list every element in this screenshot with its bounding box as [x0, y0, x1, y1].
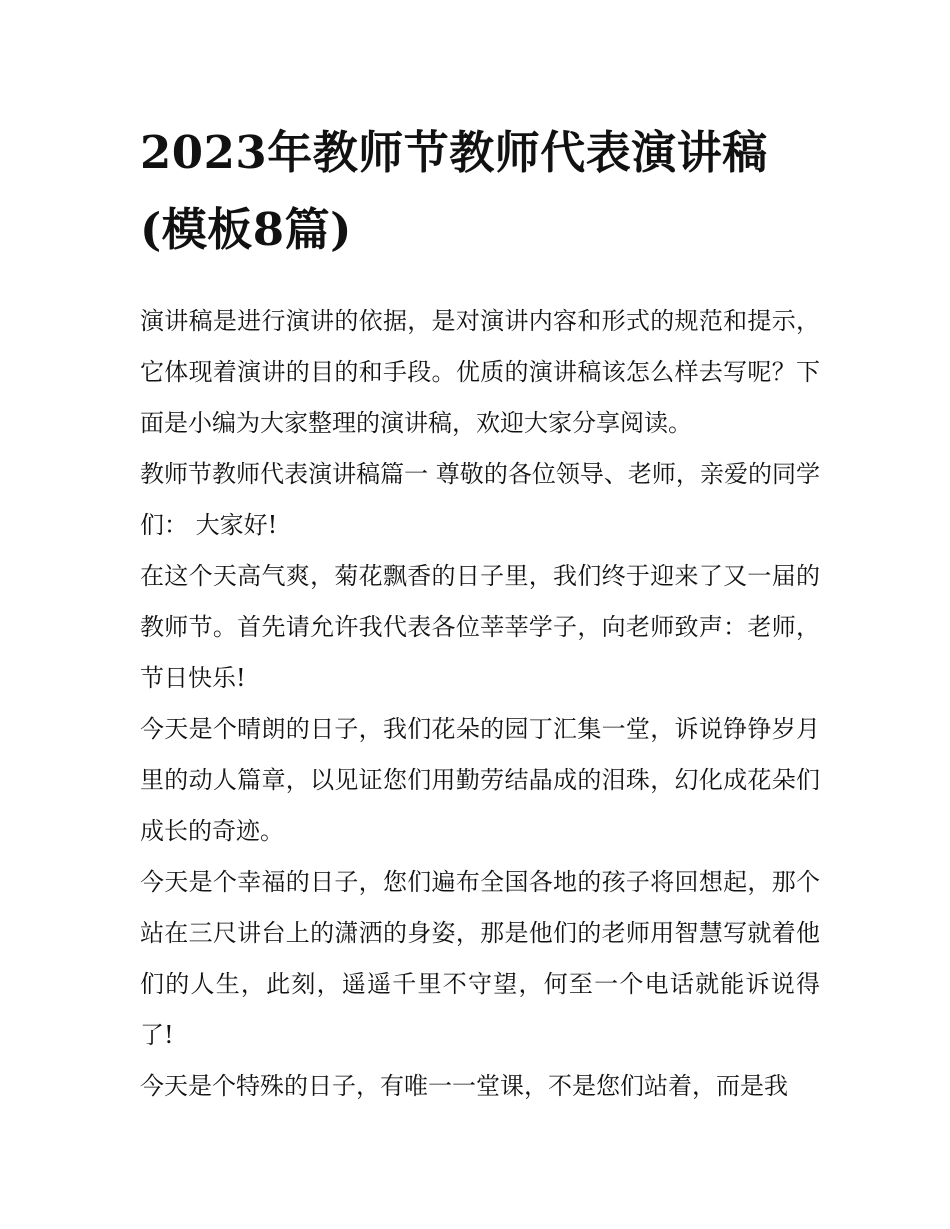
paragraph: 演讲稿是进行演讲的依据，是对演讲内容和形式的规范和提示，它体现着演讲的目的和手段。优质的演讲稿该怎么样去写呢？下面是小编为大家整理的演讲稿，欢迎大家分享阅读。 — [140, 307, 820, 437]
paragraph: 教师节教师代表演讲稿篇一 尊敬的各位领导、老师，亲爱的同学们： 大家好! — [140, 460, 820, 539]
paragraph: 在这个天高气爽，菊花飘香的日子里，我们终于迎来了又一届的教师节。首先请允许我代表各位莘莘学子，向老师致声：老师，节日快乐! — [140, 562, 820, 692]
paragraph: 今天是个特殊的日子，有唯一一堂课，不是您们站着，而是我 — [140, 1072, 788, 1100]
paragraph: 今天是个幸福的日子，您们遍布全国各地的孩子将回想起，那个站在三尺讲台上的潇洒的身姿，那是他们的老师用智慧写就着他们的人生，此刻，遥遥千里不守望，何至一个电话就能诉说得了! — [140, 868, 820, 1049]
document-title: 2023年教师节教师代表演讲稿(模板8篇) — [140, 126, 768, 256]
document-page — [140, 114, 820, 1112]
document-body — [140, 296, 820, 1112]
paragraph: 今天是个晴朗的日子，我们花朵的园丁汇集一堂，诉说铮铮岁月里的动人篇章，以见证您们用勤劳结晶成的泪珠，幻化成花朵们成长的奇迹。 — [140, 715, 820, 845]
